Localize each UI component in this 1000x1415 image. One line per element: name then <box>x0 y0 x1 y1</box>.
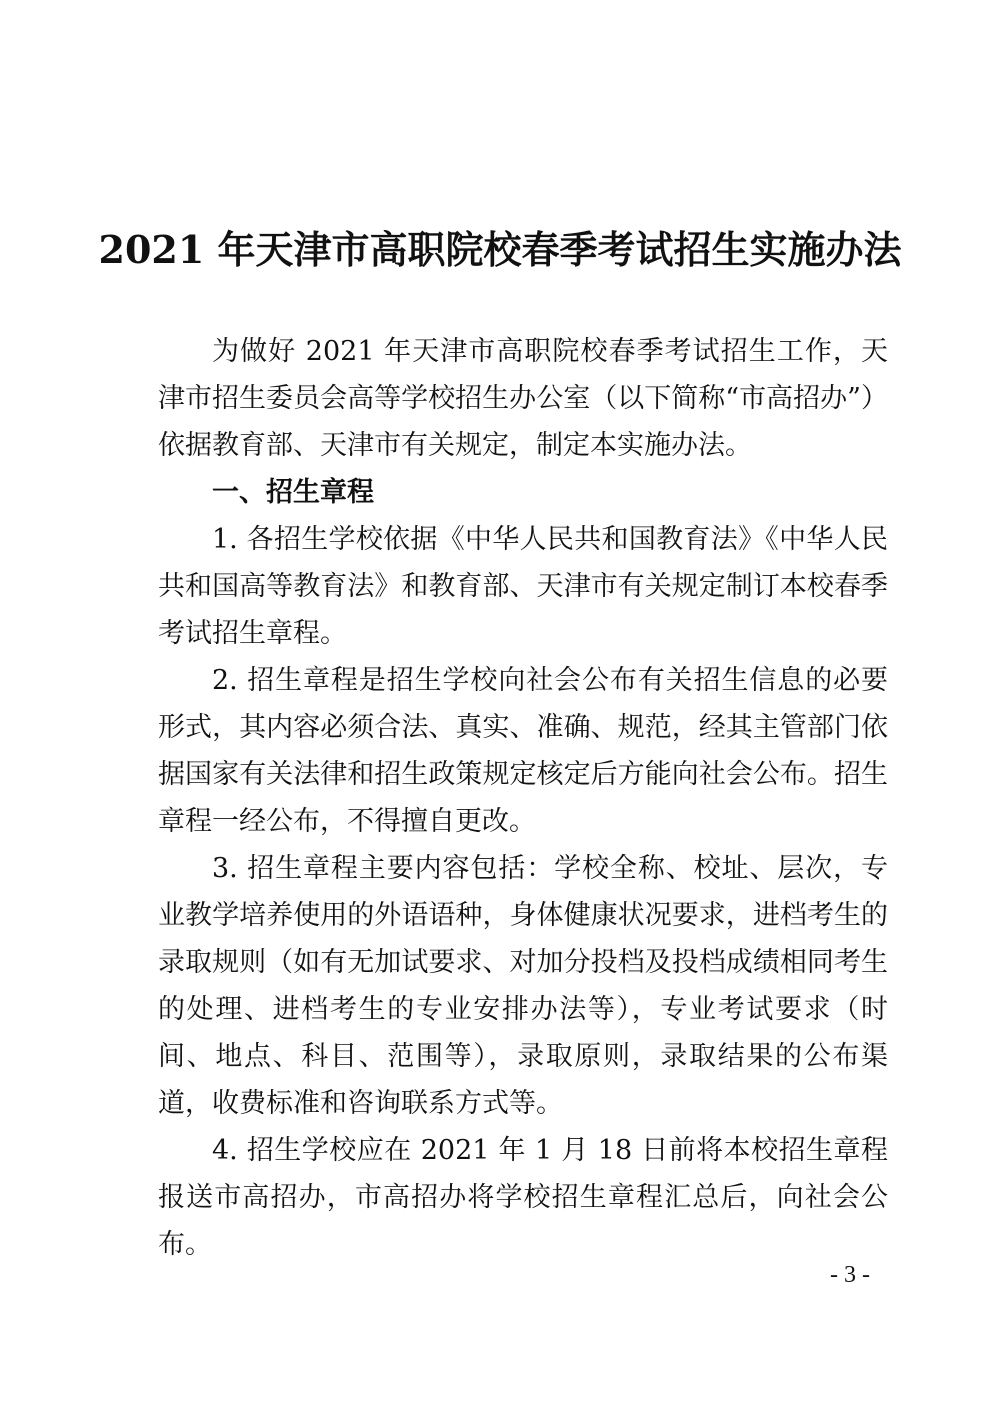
item-paragraph-2: 2. 招生章程是招生学校向社会公布有关招生信息的必要形式，其内容必须合法、真实、准确、规范，经其主管部门依据国家有关法律和招生政策规定核定后方能向社会公布。招生章程一经公布，不得擅自更改。 <box>158 665 888 837</box>
section-heading: 一、招生章程 <box>212 477 374 508</box>
page-number: - 3 - <box>830 1262 870 1288</box>
intro-paragraph: 为做好 2021 年天津市高职院校春季考试招生工作，天津市招生委员会高等学校招生办公室（以下简称“市高招办”）依据教育部、天津市有关规定，制定本实施办法。 <box>158 336 888 461</box>
item-paragraph-3: 3. 招生章程主要内容包括：学校全称、校址、层次，专业教学培养使用的外语语种，身体健康状况要求，进档考生的录取规则（如有无加试要求、对加分投档及投档成绩相同考生的处理、进档考生的专业安排办法等），专业考试要求（时间、地点、科目、范围等），录取原则，录取结果的公布渠道，收费标准和咨询联系方式等。 <box>158 853 888 1119</box>
item-paragraph-4: 4. 招生学校应在 2021 年 1 月 18 日前将本校招生章程报送市高招办，市高招办将学校招生章程汇总后，向社会公布。 <box>158 1135 888 1260</box>
document-body <box>158 328 888 1268</box>
item-paragraph-1: 1. 各招生学校依据《中华人民共和国教育法》《中华人民共和国高等教育法》和教育部、天津市有关规定制订本校春季考试招生章程。 <box>158 524 888 649</box>
document-title: 2021 年天津市高职院校春季考试招生实施办法 <box>98 227 902 272</box>
